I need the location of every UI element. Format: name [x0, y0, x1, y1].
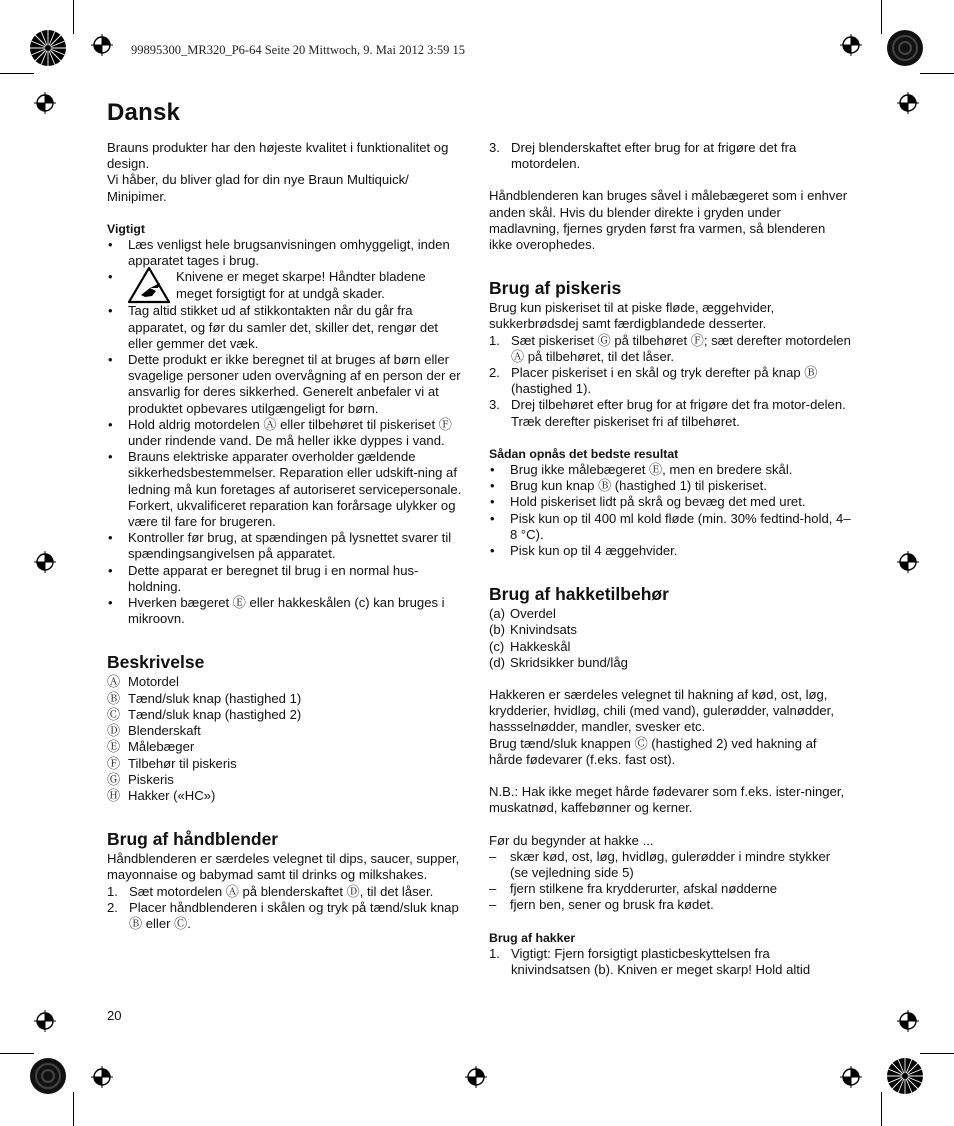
part-letter: Ⓔ — [107, 739, 121, 755]
crop-line — [0, 1053, 34, 1054]
list-item: – fjern ben, sener og brusk fra kødet. — [489, 897, 851, 913]
steps-list — [107, 884, 465, 933]
step-text: Placer piskeriset i en skål og tryk derefter på knap Ⓑ (hastighed 1). — [511, 365, 818, 397]
part-text: Tænd/sluk knap (hastighed 1) — [128, 690, 302, 706]
registration-mark-icon — [840, 1066, 862, 1088]
list-item — [107, 691, 465, 707]
list-item — [107, 756, 465, 772]
list-item: – skær kød, ost, løg, hvidløg, gulerødder i mindre stykker (se vejledning side 5) — [489, 849, 851, 881]
registration-mark-icon — [34, 92, 56, 114]
color-target-icon — [886, 29, 924, 67]
parts-list — [107, 674, 465, 804]
list-item — [107, 900, 465, 932]
step-text: Vigtigt: Fjern forsigtigt plasticbeskyttelsen fra knivindsatsen (b). Kniven er meget skarp! Hold altid — [511, 945, 811, 977]
list-item: • Hold aldrig motordelen Ⓐ eller tilbehøret til piskeriset Ⓕ under rindende vand. De må heller ikke dyppes i vand. — [107, 417, 465, 449]
body-text: Hakkeren er særdeles velegnet til hakning af kød, ost, løg, krydderier, hvidløg, chili (med vand), gulerødder, valnødder, hassselnødder, mandler, svesker etc. — [489, 687, 834, 735]
list-item — [107, 707, 465, 723]
registration-mark-icon — [91, 1066, 113, 1088]
list-item — [107, 269, 465, 303]
section-heading: Sådan opnås det bedste resultat — [489, 446, 679, 461]
part-text: Overdel — [510, 606, 556, 622]
list-item — [489, 365, 851, 397]
note-text: N.B.: Hak ikke meget hårde fødevarer som f.eks. ister-ninger, muskatnød, kaffebønner og kerner. — [489, 784, 845, 816]
part-text: Tænd/sluk knap (hastighed 2) — [128, 706, 302, 722]
section-heading: Brug af håndblender — [107, 829, 279, 850]
part-text: Skridsikker bund/låg — [510, 654, 628, 670]
intro-text: Vi håber, du bliver glad for din nye Braun Multiquick/ Minipimer. — [107, 172, 409, 204]
list-item — [107, 772, 465, 788]
registration-mark-icon — [897, 551, 919, 573]
part-text: Hakker («HC») — [128, 787, 216, 803]
crop-line — [73, 0, 74, 34]
list-item — [107, 788, 465, 804]
list-item: • Hverken bægeret Ⓔ eller hakkeskålen (c) kan bruges i mikroovn. — [107, 595, 465, 627]
color-target-icon — [886, 1057, 924, 1095]
section-heading: Vigtigt — [107, 221, 146, 236]
step-text: Drej blenderskaftet efter brug for at frigøre det fra motordelen. — [511, 140, 797, 172]
step-text: Drej tilbehøret efter brug for at frigøre det fra motor-delen. Træk derefter piskeriset fri af tilbehøret. — [511, 397, 846, 429]
body-text: Før du begynder at hakke ... — [489, 832, 654, 848]
part-text: Blenderskaft — [128, 723, 201, 739]
list-item — [107, 723, 465, 739]
left-column — [107, 140, 465, 932]
list-item: • Brug kun knap Ⓑ (hastighed 1) til piskeriset. — [489, 478, 851, 494]
page-number: 20 — [107, 1008, 122, 1023]
body-text: Brug kun piskeriset til at piske fløde, æggehvider, sukkerbrødsdej samt færdigblandede desserter. — [489, 300, 775, 332]
section-heading: Beskrivelse — [107, 652, 205, 673]
step-number: 2. — [107, 899, 118, 915]
crop-line — [920, 73, 954, 74]
print-header: 99895300_MR320_P6-64 Seite 20 Mittwoch, 9. Mai 2012 3:59 15 — [131, 43, 466, 57]
important-list — [107, 237, 465, 627]
section-heading: Brug af hakketilbehør — [489, 584, 669, 605]
crop-line — [920, 1053, 954, 1054]
step-number: 3. — [489, 397, 500, 413]
section-heading: Brug af piskeris — [489, 278, 622, 299]
step-text: Placer håndblenderen i skålen og tryk på tænd/sluk knap Ⓑ eller Ⓒ. — [129, 899, 459, 931]
page-title: Dansk — [107, 99, 181, 126]
crop-line — [881, 0, 882, 34]
part-text: Motordel — [128, 674, 179, 690]
step-number: 1. — [489, 332, 500, 348]
list-item — [489, 639, 851, 655]
part-text: Tilbehør til piskeris — [128, 755, 237, 771]
part-letter: (b) — [489, 622, 506, 638]
tips-list — [489, 462, 851, 559]
part-letter: Ⓐ — [107, 674, 121, 690]
list-item: • Tag altid stikket ud af stikkontakten når du går fra apparatet, og før du samler det, skiller det, rengør det eller gemmer det væk. — [107, 303, 465, 352]
part-letter: (c) — [489, 638, 505, 654]
list-item: • Brauns elektriske apparater overholder gældende sikkerhedsbestemmelser. Reparation eller udskift-ning af ledning må kun foretages af autoriseret servicepersonale. Forkert, ukvalificeret reparation kan forårsage ulykker og være til fare for brugeren. — [107, 449, 465, 530]
list-item — [107, 739, 465, 755]
warning-text: Knivene er meget skarpe! Håndter bladene meget forsigtigt for at undgå skader. — [176, 269, 426, 301]
list-item: • Dette produkt er ikke beregnet til at bruges af børn eller svagelige personer uden overvågning af en person der er ansvarlig for deres sikkerhed. Generelt anbefaler vi at produktet opbevares utilgængeligt for børn. — [107, 352, 465, 417]
list-item: • Kontroller før brug, at spændingen på lysnettet svarer til spændingsangivelsen på apparatet. — [107, 530, 465, 562]
step-number: 1. — [107, 883, 118, 899]
part-letter: Ⓓ — [107, 723, 121, 739]
step-number: 1. — [489, 945, 500, 961]
chopper-parts-list — [489, 606, 851, 671]
registration-mark-icon — [34, 1010, 56, 1032]
list-item — [489, 946, 851, 978]
list-item: • Læs venligst hele brugsanvisningen omhyggeligt, inden apparatet tages i brug. — [107, 237, 465, 269]
list-item — [489, 622, 851, 638]
list-item — [489, 140, 851, 172]
step-number: 3. — [489, 140, 500, 155]
steps-list — [489, 946, 851, 978]
right-column — [489, 140, 851, 978]
list-item: • Dette apparat er beregnet til brug i en normal hus-holdning. — [107, 563, 465, 595]
part-letter: Ⓑ — [107, 690, 121, 706]
list-item: • Hold piskeriset lidt på skrå og bevæg det med uret. — [489, 494, 851, 510]
crop-line — [0, 73, 34, 74]
registration-mark-icon — [897, 1010, 919, 1032]
list-item — [489, 333, 851, 365]
step-number: 2. — [489, 365, 500, 381]
color-target-icon — [29, 29, 67, 67]
part-letter: (a) — [489, 606, 506, 622]
section-heading: Brug af hakker — [489, 930, 576, 945]
steps-list — [489, 333, 851, 430]
registration-mark-icon — [465, 1066, 487, 1088]
part-letter: (d) — [489, 654, 506, 670]
list-item — [489, 655, 851, 671]
crop-line — [73, 1092, 74, 1126]
list-item — [489, 606, 851, 622]
part-text: Piskeris — [128, 771, 174, 787]
part-letter: Ⓗ — [107, 787, 121, 803]
steps-list — [489, 140, 851, 172]
body-text: Håndblenderen er særdeles velegnet til dips, saucer, supper, mayonnaise og babymad samt til drinks og milkshakes. — [107, 851, 460, 883]
registration-mark-icon — [897, 92, 919, 114]
part-letter: Ⓒ — [107, 706, 121, 722]
body-text: Brug tænd/sluk knappen Ⓒ (hastighed 2) ved hakning af hårde fødevarer (f.eks. fast ost). — [489, 735, 817, 767]
step-text: Sæt piskeriset Ⓖ på tilbehøret Ⓕ; sæt derefter motordelen Ⓐ på tilbehøret, til det låser. — [511, 332, 851, 364]
list-item: • Brug ikke målebægeret Ⓔ, men en bredere skål. — [489, 462, 851, 478]
body-text: Håndblenderen kan bruges såvel i målebægeret som i enhver anden skål. Hvis du blender direkte i gryden under madlavning, fjernes gryden først fra varmen, så blenderen ikke overophedes. — [489, 188, 848, 253]
color-target-icon — [29, 1057, 67, 1095]
part-text: Hakkeskål — [510, 638, 571, 654]
list-item — [489, 397, 851, 429]
part-text: Knivindsats — [510, 622, 577, 638]
crop-line — [881, 1092, 882, 1126]
list-item — [107, 884, 465, 900]
step-text: Sæt motordelen Ⓐ på blenderskaftet Ⓓ, til det låser. — [129, 883, 434, 899]
part-letter: Ⓖ — [107, 771, 121, 787]
prep-list — [489, 849, 851, 914]
warning-sharp-blade-icon — [127, 266, 171, 304]
registration-mark-icon — [91, 34, 113, 56]
list-item: • Pisk kun op til 400 ml kold fløde (min. 30% fedtind-hold, 4–8 °C). — [489, 511, 851, 543]
part-text: Målebæger — [128, 739, 195, 755]
list-item — [107, 674, 465, 690]
list-item: • Pisk kun op til 4 æggehvider. — [489, 543, 851, 559]
registration-mark-icon — [34, 551, 56, 573]
intro-text: Brauns produkter har den højeste kvalitet i funktionalitet og design. — [107, 140, 449, 172]
part-letter: Ⓕ — [107, 755, 121, 771]
registration-mark-icon — [840, 34, 862, 56]
list-item: – fjern stilkene fra krydderurter, afskal nødderne — [489, 881, 851, 897]
